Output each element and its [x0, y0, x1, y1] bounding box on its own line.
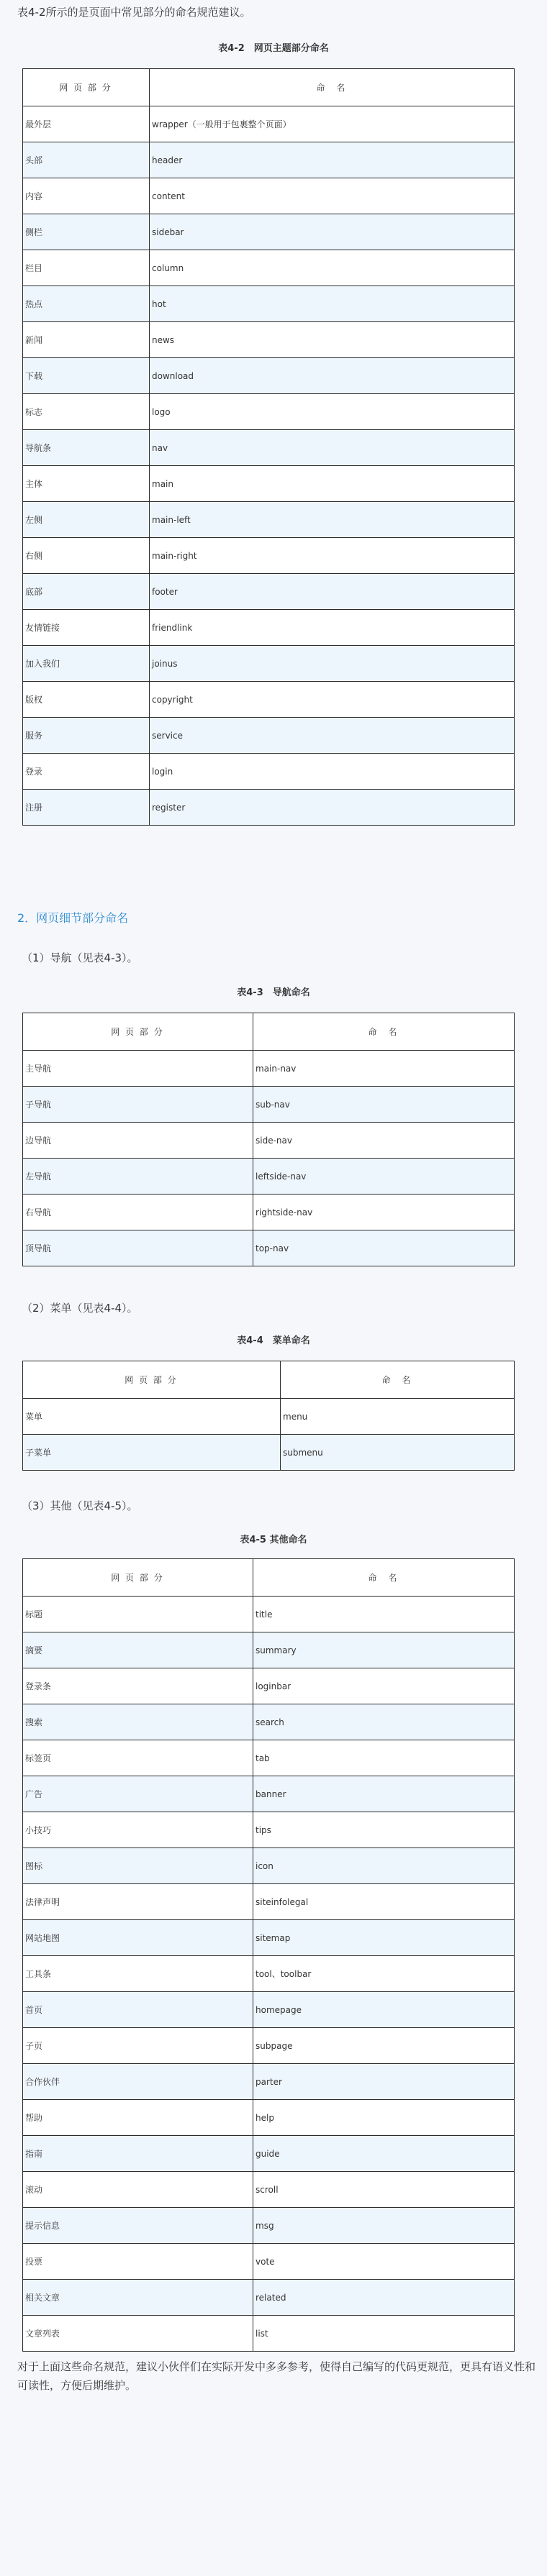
table-row: [23, 1123, 515, 1159]
cell-page-part: 子菜单: [23, 1435, 281, 1471]
cell-page-part: 头部: [23, 142, 150, 178]
cell-page-part: 登录条: [23, 1668, 253, 1704]
cell-page-part: 新闻: [23, 322, 150, 358]
cell-naming: login: [150, 754, 515, 790]
table-row: [23, 1435, 515, 1471]
cell-naming: icon: [253, 1848, 515, 1884]
cell-naming: sidebar: [150, 214, 515, 250]
table-row: [23, 250, 515, 286]
cell-naming: wrapper（一般用于包裹整个页面）: [150, 106, 515, 142]
table-header-row: [23, 1013, 515, 1051]
cell-page-part: 友情链接: [23, 610, 150, 646]
table-row: [23, 106, 515, 142]
cell-naming: header: [150, 142, 515, 178]
cell-naming: main-right: [150, 538, 515, 574]
table-4-3-caption: 表4-3 导航命名: [237, 987, 310, 998]
cell-page-part: 指南: [23, 2136, 253, 2172]
table-row: [23, 646, 515, 682]
cell-page-part: 子页: [23, 2028, 253, 2064]
cell-page-part: 文章列表: [23, 2316, 253, 2352]
cell-naming: menu: [281, 1399, 515, 1435]
cell-naming: parter: [253, 2064, 515, 2100]
cell-page-part: 侧栏: [23, 214, 150, 250]
table-row: [23, 2172, 515, 2208]
closing-paragraph: 对于上面这些命名规范，建议小伙伴们在实际开发中多多参考，使得自己编写的代码更规范，更具有语义性和可读性，方便后期维护。: [17, 2360, 536, 2392]
cell-page-part: 主导航: [23, 1051, 253, 1087]
cell-page-part: 图标: [23, 1848, 253, 1884]
table-header-row: [23, 69, 515, 106]
cell-page-part: 标签页: [23, 1740, 253, 1776]
cell-page-part: 主体: [23, 466, 150, 502]
table-row: [23, 1704, 515, 1740]
cell-page-part: 滚动: [23, 2172, 253, 2208]
cell-naming: help: [253, 2100, 515, 2136]
table-row: [23, 1087, 515, 1123]
table-row: [23, 682, 515, 718]
cell-naming: friendlink: [150, 610, 515, 646]
cell-naming: tool、toolbar: [253, 1956, 515, 1992]
table-row: [23, 1920, 515, 1956]
table-row: [23, 610, 515, 646]
cell-page-part: 摘要: [23, 1632, 253, 1668]
table-row: [23, 538, 515, 574]
table-row: [23, 394, 515, 430]
table-4-5: [22, 1558, 515, 2352]
table-row: [23, 178, 515, 214]
cell-naming: guide: [253, 2136, 515, 2172]
cell-page-part: 热点: [23, 286, 150, 322]
subsection-title-menu: （2）菜单（见表4-4）。: [22, 1302, 138, 1315]
cell-page-part: 首页: [23, 1992, 253, 2028]
cell-naming: sitemap: [253, 1920, 515, 1956]
table-row: [23, 466, 515, 502]
cell-page-part: 服务: [23, 718, 150, 754]
cell-page-part: 顶导航: [23, 1230, 253, 1266]
cell-page-part: 底部: [23, 574, 150, 610]
cell-naming: title: [253, 1597, 515, 1632]
cell-page-part: 工具条: [23, 1956, 253, 1992]
table-row: [23, 1992, 515, 2028]
cell-naming: news: [150, 322, 515, 358]
cell-page-part: 标题: [23, 1597, 253, 1632]
subsection-title-other: （3）其他（见表4-5）。: [22, 1499, 138, 1512]
table-row: [23, 214, 515, 250]
table-row: [23, 2244, 515, 2280]
table-4-2: [22, 68, 515, 826]
table-row: [23, 286, 515, 322]
header-page-part: 网 页 部 分: [23, 1559, 253, 1597]
cell-naming: joinus: [150, 646, 515, 682]
cell-naming: vote: [253, 2244, 515, 2280]
table-row: [23, 2316, 515, 2352]
subsection-title-nav: （1）导航（见表4-3）。: [22, 951, 138, 964]
header-naming: 命 名: [281, 1361, 515, 1399]
cell-naming: content: [150, 178, 515, 214]
cell-naming: siteinfolegal: [253, 1884, 515, 1920]
cell-page-part: 最外层: [23, 106, 150, 142]
header-naming: 命 名: [150, 69, 515, 106]
table-header-row: [23, 1361, 515, 1399]
table-row: [23, 430, 515, 466]
header-page-part: 网 页 部 分: [23, 69, 150, 106]
table-row: [23, 322, 515, 358]
table-row: [23, 1884, 515, 1920]
cell-naming: main: [150, 466, 515, 502]
cell-page-part: 右导航: [23, 1195, 253, 1230]
cell-page-part: 下载: [23, 358, 150, 394]
cell-naming: main-left: [150, 502, 515, 538]
table-row: [23, 2100, 515, 2136]
cell-page-part: 提示信息: [23, 2208, 253, 2244]
cell-naming: list: [253, 2316, 515, 2352]
cell-page-part: 搜索: [23, 1704, 253, 1740]
cell-naming: loginbar: [253, 1668, 515, 1704]
table-row: [23, 1776, 515, 1812]
cell-page-part: 投票: [23, 2244, 253, 2280]
cell-naming: scroll: [253, 2172, 515, 2208]
table-header-row: [23, 1559, 515, 1597]
cell-page-part: 菜单: [23, 1399, 281, 1435]
cell-page-part: 注册: [23, 790, 150, 826]
table-row: [23, 2028, 515, 2064]
cell-page-part: 标志: [23, 394, 150, 430]
cell-naming: side-nav: [253, 1123, 515, 1159]
table-row: [23, 1668, 515, 1704]
cell-page-part: 导航条: [23, 430, 150, 466]
table-row: [23, 358, 515, 394]
table-row: [23, 2280, 515, 2316]
cell-page-part: 加入我们: [23, 646, 150, 682]
cell-page-part: 版权: [23, 682, 150, 718]
table-row: [23, 1956, 515, 1992]
cell-page-part: 法律声明: [23, 1884, 253, 1920]
table-row: [23, 1632, 515, 1668]
cell-naming: summary: [253, 1632, 515, 1668]
table-row: [23, 790, 515, 826]
intro-paragraph: 表4-2所示的是页面中常见部分的命名规范建议。: [17, 6, 251, 19]
cell-page-part: 小技巧: [23, 1812, 253, 1848]
cell-naming: logo: [150, 394, 515, 430]
cell-naming: rightside-nav: [253, 1195, 515, 1230]
cell-naming: submenu: [281, 1435, 515, 1471]
cell-page-part: 帮助: [23, 2100, 253, 2136]
cell-naming: sub-nav: [253, 1087, 515, 1123]
cell-naming: search: [253, 1704, 515, 1740]
cell-naming: top-nav: [253, 1230, 515, 1266]
cell-page-part: 左导航: [23, 1159, 253, 1195]
table-row: [23, 1051, 515, 1087]
cell-page-part: 栏目: [23, 250, 150, 286]
cell-page-part: 广告: [23, 1776, 253, 1812]
table-row: [23, 754, 515, 790]
cell-naming: subpage: [253, 2028, 515, 2064]
cell-naming: register: [150, 790, 515, 826]
table-row: [23, 1597, 515, 1632]
section-title-detail-naming: 2．网页细节部分命名: [17, 911, 129, 925]
table-row: [23, 1812, 515, 1848]
header-naming: 命 名: [253, 1559, 515, 1597]
cell-page-part: 右侧: [23, 538, 150, 574]
table-row: [23, 1848, 515, 1884]
table-4-4: [22, 1361, 515, 1471]
table-row: [23, 1195, 515, 1230]
cell-naming: download: [150, 358, 515, 394]
table-4-2-caption: 表4-2 网页主题部分命名: [218, 43, 329, 54]
table-row: [23, 1399, 515, 1435]
cell-naming: related: [253, 2280, 515, 2316]
cell-naming: service: [150, 718, 515, 754]
table-row: [23, 2136, 515, 2172]
table-row: [23, 2064, 515, 2100]
header-naming: 命 名: [253, 1013, 515, 1051]
table-row: [23, 718, 515, 754]
cell-naming: tab: [253, 1740, 515, 1776]
cell-naming: hot: [150, 286, 515, 322]
cell-naming: copyright: [150, 682, 515, 718]
cell-naming: main-nav: [253, 1051, 515, 1087]
header-page-part: 网 页 部 分: [23, 1361, 281, 1399]
cell-naming: banner: [253, 1776, 515, 1812]
table-row: [23, 2208, 515, 2244]
cell-naming: footer: [150, 574, 515, 610]
table-4-5-caption: 表4-5 其他命名: [240, 1535, 307, 1545]
cell-naming: nav: [150, 430, 515, 466]
cell-naming: column: [150, 250, 515, 286]
table-4-4-caption: 表4-4 菜单命名: [237, 1335, 310, 1346]
cell-page-part: 左侧: [23, 502, 150, 538]
cell-page-part: 边导航: [23, 1123, 253, 1159]
cell-naming: homepage: [253, 1992, 515, 2028]
cell-page-part: 登录: [23, 754, 150, 790]
cell-page-part: 内容: [23, 178, 150, 214]
cell-naming: leftside-nav: [253, 1159, 515, 1195]
table-row: [23, 1230, 515, 1266]
cell-page-part: 合作伙伴: [23, 2064, 253, 2100]
table-row: [23, 502, 515, 538]
table-row: [23, 142, 515, 178]
table-4-3: [22, 1013, 515, 1266]
cell-page-part: 子导航: [23, 1087, 253, 1123]
cell-page-part: 网站地图: [23, 1920, 253, 1956]
table-row: [23, 1159, 515, 1195]
table-row: [23, 1740, 515, 1776]
cell-page-part: 相关文章: [23, 2280, 253, 2316]
cell-naming: tips: [253, 1812, 515, 1848]
cell-naming: msg: [253, 2208, 515, 2244]
header-page-part: 网 页 部 分: [23, 1013, 253, 1051]
table-row: [23, 574, 515, 610]
